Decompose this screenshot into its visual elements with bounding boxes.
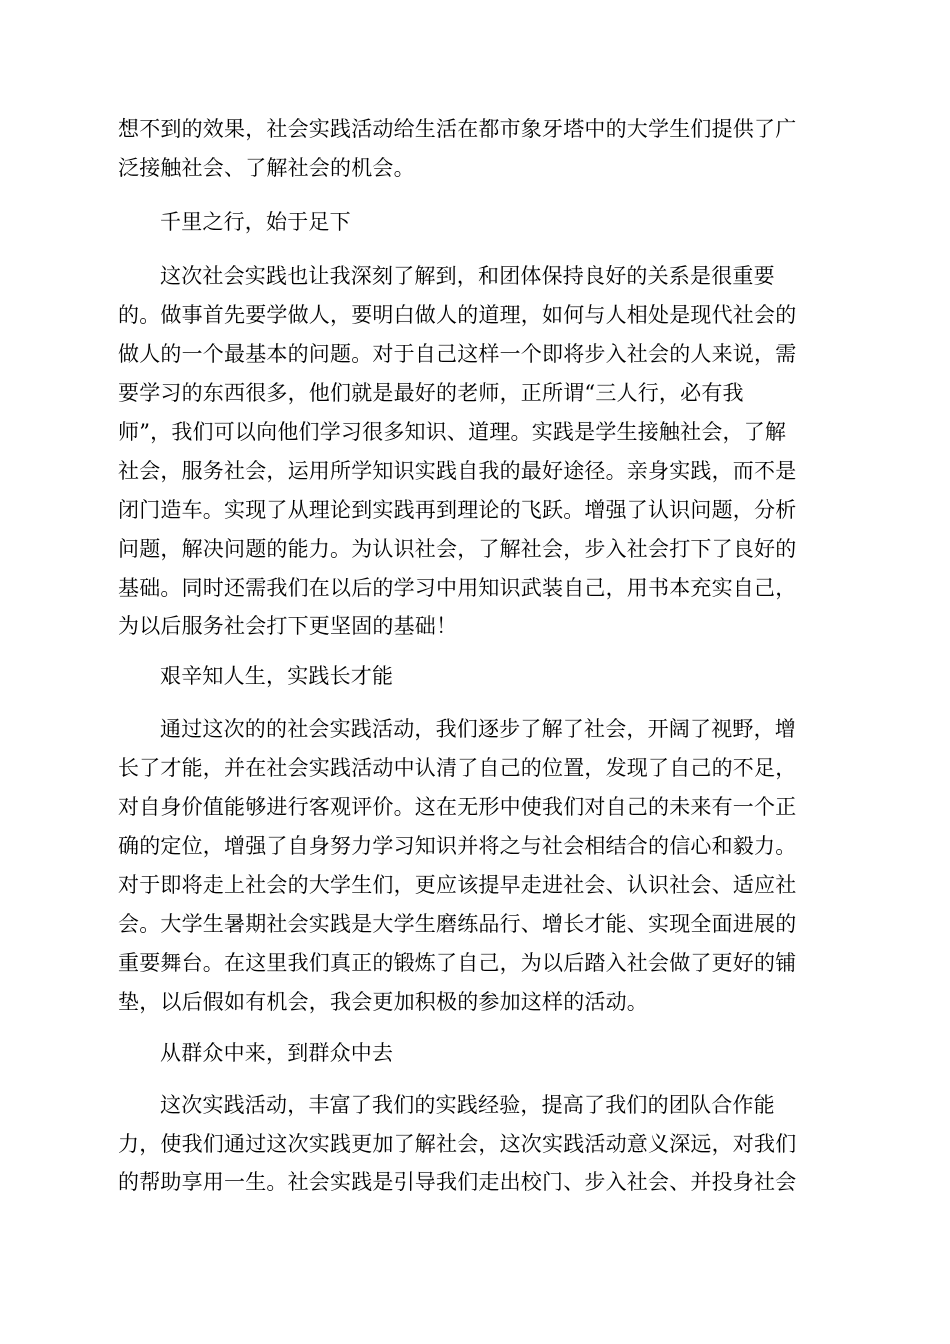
text-line: 通过这次的的社会实践活动，我们逐步了解了社会，开阔了视野，增 [160,717,796,741]
text-line: 对自身价值能够进行客观评价。这在无形中使我们对自己的未来有一个正 [118,795,797,819]
text-line: 想不到的效果，社会实践活动给生活在都市象牙塔中的大学生们提供了广 [118,117,797,141]
text-line: 做人的一个最基本的问题。对于自己这样一个即将步入社会的人来说，需 [118,342,797,366]
text-line: 的帮助享用一生。社会实践是引导我们走出校门、步入社会、并投身社会 [118,1170,797,1194]
text-line: 的。做事首先要学做人，要明白做人的道理，如何与人相处是现代社会的 [118,303,797,327]
text-line: 师”，我们可以向他们学习很多知识、道理。实践是学生接触社会，了解 [118,420,787,444]
text-line: 会。大学生暑期社会实践是大学生磨练品行、增长才能、实现全面进展的 [118,912,797,936]
text-line: 重要舞台。在这里我们真正的锻炼了自己，为以后踏入社会做了更好的铺 [118,951,797,975]
text-line: 为以后服务社会打下更坚固的基础！ [118,614,458,638]
text-line: 对于即将走上社会的大学生们，更应该提早走进社会、认识社会、适应社 [118,873,797,897]
text-line: 垫，以后假如有机会，我会更加积极的参加这样的活动。 [118,990,648,1014]
text-line: 要学习的东西很多，他们就是最好的老师，正所谓“三人行，必有我 [118,381,744,405]
section-heading: 千里之行，始于足下 [160,210,351,234]
section-heading: 从群众中来，到群众中去 [160,1041,394,1065]
text-line: 基础。同时还需我们在以后的学习中用知识武装自己，用书本充实自己， [118,576,797,600]
section-heading: 艰辛知人生，实践长才能 [160,664,394,688]
text-line: 泛接触社会、了解社会的机会。 [118,156,415,180]
text-line: 这次社会实践也让我深刻了解到，和团体保持良好的关系是很重要 [160,264,775,288]
text-line: 问题，解决问题的能力。为认识社会，了解社会，步入社会打下了良好的 [118,537,797,561]
text-line: 力，使我们通过这次实践更加了解社会，这次实践活动意义深远，对我们 [118,1132,797,1156]
text-line: 长了才能，并在社会实践活动中认清了自己的位置，发现了自己的不足， [118,756,797,780]
text-line: 确的定位，增强了自身努力学习知识并将之与社会相结合的信心和毅力。 [118,834,797,858]
text-line: 社会，服务社会，运用所学知识实践自我的最好途径。亲身实践，而不是 [118,459,797,483]
text-line: 闭门造车。实现了从理论到实践再到理论的飞跃。增强了认识问题，分析 [118,498,797,522]
text-line: 这次实践活动，丰富了我们的实践经验，提高了我们的团队合作能 [160,1093,775,1117]
